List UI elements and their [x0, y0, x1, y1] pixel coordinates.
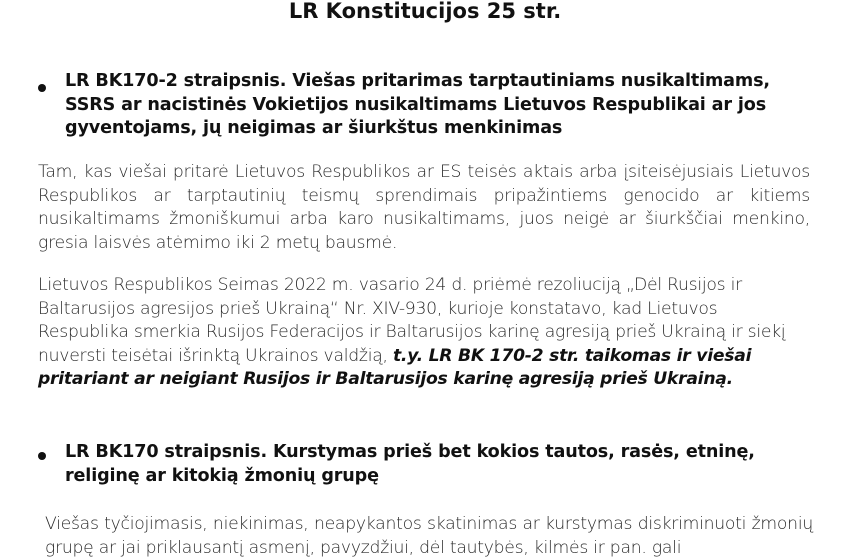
bullet-icon	[38, 84, 46, 92]
page-title: LR Konstitucijos 25 str.	[288, 0, 562, 23]
section-heading: LR BK170-2 straipsnis. Viešas pritarimas tarptautiniams nusikaltimams, SSRS ar nacistinės Vokietijos nusikaltimams Lietuvos Respublikai ar jos gyventojams, jų neigimas ar šiurkštus menkinimas	[65, 71, 770, 138]
section-paragraph: Tam, kas viešai pritarė Lietuvos Respublikos ar ES teisės aktais arba įsiteisėjusiais Lietuvos Respublikos ar tarptautinių teismų sprendimais pripažintiems genocido ar kitiems nusikaltimams žmoniškumui arba karo nusikaltimams, juos neigė ar šiurkščiai menkino, gresia laisvės atėmimo iki 2 metų bausmė.	[38, 162, 810, 253]
bullet-icon	[38, 452, 46, 460]
emphasized-text: t.y. LR BK 170-2 str. taikomas ir viešai pritariant ar neigiant Rusijos ir Baltarusijos karinę agresiją prieš Ukrainą.	[38, 345, 752, 389]
section-paragraph	[38, 274, 810, 392]
section-heading: LR BK170 straipsnis. Kurstymas prieš bet kokios tautos, rasės, etninę, religinę ar kitokią žmonių grupę	[65, 442, 755, 486]
paragraph-text: Lietuvos Respublikos Seimas 2022 m. vasario 24 d. priėmė rezoliuciją „Dėl Rusijos ir Baltarusijos agresijos prieš Ukrainą“ Nr. XIV-930, kurioje konstatavo, kad Lietuvos Respublika smerkia Rusijos Federacijos ir Baltarusijos karinę agresiją prieš Ukrainą ir siekį nuversti teisėtai išrinktą Ukrainos valdžią,	[38, 275, 786, 366]
section-paragraph: Viešas tyčiojimasis, niekinimas, neapykantos skatinimas ar kurstymas diskriminuoti žmonių grupę ar jai priklausantį asmenį, pavyzdžiui, dėl tautybės, kilmės ir pan. gali	[45, 514, 813, 558]
